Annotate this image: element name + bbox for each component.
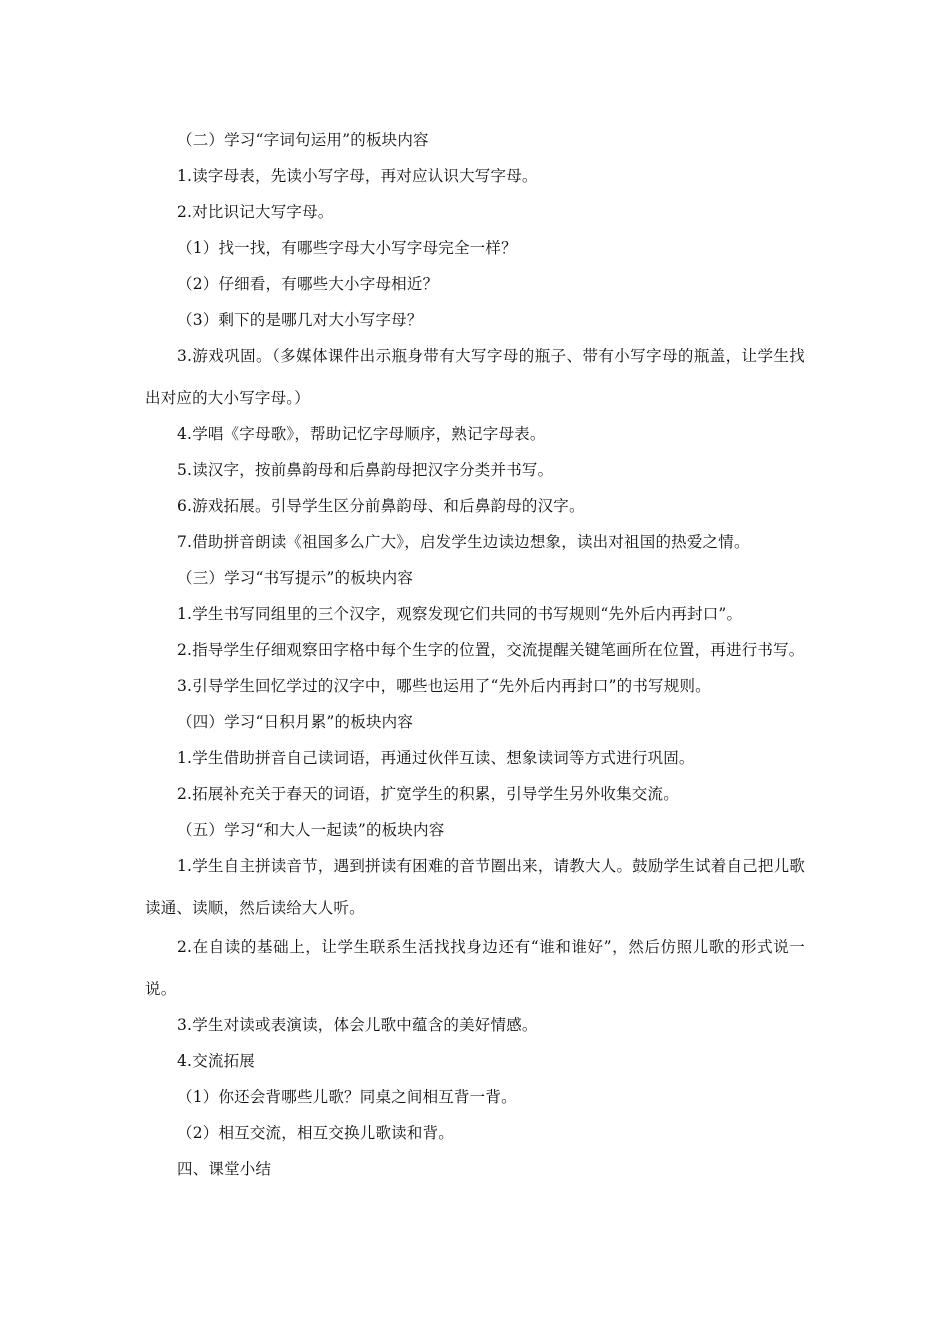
section-heading: （三）学习“书写提示”的板块内容 [177, 569, 414, 587]
paragraph: 1.读字母表，先读小写字母，再对应认识大写字母。 [177, 167, 538, 185]
sub-item: （1）找一找，有哪些字母大小写字母完全一样？ [177, 239, 517, 257]
sub-item: （2）仔细看，有哪些大小字母相近？ [177, 275, 439, 293]
paragraph: 1.学生借助拼音自己读词语，再通过伙伴互读、想象读词等方式进行巩固。 [177, 749, 695, 767]
paragraph: 7.借助拼音朗读《祖国多么广大》，启发学生边读边想象，读出对祖国的热爱之情。 [177, 533, 750, 551]
paragraph: 1.学生书写同组里的三个汉字，观察发现它们共同的书写规则“先外后内再封口”。 [177, 605, 743, 623]
paragraph: 2.在自读的基础上，让学生联系生活找找身边还有“谁和谁好”，然后仿照儿歌的形式说一说。 [145, 938, 805, 998]
sub-item: （2）相互交流，相互交换儿歌读和背。 [177, 1124, 454, 1142]
paragraph: 2.拓展补充关于春天的词语，扩宽学生的积累，引导学生另外收集交流。 [177, 785, 679, 803]
paragraph: 4.学唱《字母歌》，帮助记忆字母顺序，熟记字母表。 [177, 425, 546, 443]
paragraph: 2.指导学生仔细观察田字格中每个生字的位置，交流提醒关键笔画所在位置，再进行书写。 [177, 641, 805, 659]
paragraph: 5.读汉字，按前鼻韵母和后鼻韵母把汉字分类并书写。 [177, 461, 554, 479]
paragraph: 4.交流拓展 [177, 1052, 255, 1070]
paragraph: 1.学生自主拼读音节，遇到拼读有困难的音节圈出来，请教大人。鼓励学生试着自己把儿歌读通、读顺，然后读给大人听。 [145, 857, 805, 917]
section-heading: （四）学习“日积月累”的板块内容 [177, 713, 414, 731]
sub-item: （3）剩下的是哪几对大小写字母？ [177, 311, 423, 329]
sub-item: （1）你还会背哪些儿歌？同桌之间相互背一背。 [177, 1088, 517, 1106]
paragraph: 3.游戏巩固。（多媒体课件出示瓶身带有大写字母的瓶子、带有小写字母的瓶盖，让学生找出对应的大小写字母。） [145, 347, 805, 407]
paragraph: 3.学生对读或表演读，体会儿歌中蕴含的美好情感。 [177, 1016, 538, 1034]
document-body [145, 122, 805, 1187]
paragraph: 3.引导学生回忆学过的汉字中，哪些也运用了“先外后内再封口”的书写规则。 [177, 677, 711, 695]
section-heading: （二）学习“字词句运用”的板块内容 [177, 131, 429, 149]
section-heading: （五）学习“和大人一起读”的板块内容 [177, 821, 445, 839]
section-heading: 四、课堂小结 [177, 1160, 272, 1178]
paragraph: 6.游戏拓展。引导学生区分前鼻韵母、和后鼻韵母的汉字。 [177, 497, 585, 515]
paragraph: 2.对比识记大写字母。 [177, 203, 334, 221]
